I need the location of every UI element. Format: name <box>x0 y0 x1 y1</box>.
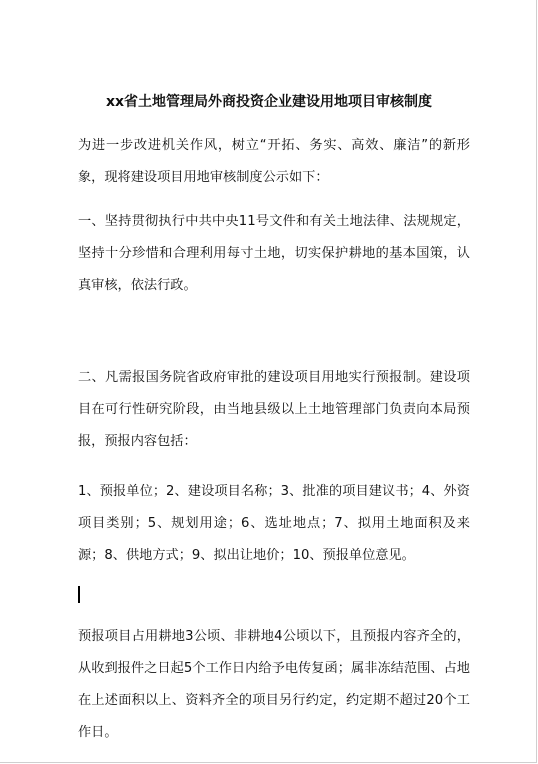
document-body <box>78 92 470 749</box>
report-items-paragraph: 1、预报单位；2、建设项目名称；3、批准的项目建议书；4、外资项目类别；5、规划用途；6、选址地点；7、拟用土地面积及来源；8、供地方式；9、拟出让地价；10、预报单位意见。 <box>78 484 470 563</box>
intro-paragraph: 为进一步改进机关作风，树立“开拓、务实、高效、廉洁”的新形象，现将建设项目用地审核制度公示如下： <box>78 138 470 185</box>
section-two-paragraph: 二、凡需报国务院省政府审批的建设项目用地实行预报制。建设项目在可行性研究阶段，由当地县级以上土地管理部门负责向本局预报，预报内容包括： <box>78 370 470 449</box>
section-one-paragraph: 一、坚持贯彻执行中共中央11号文件和有关土地法律、法规规定，坚持十分珍惜和合理利用每寸土地，切实保护耕地的基本国策，认真审核，依法行政。 <box>78 214 470 293</box>
approval-timeline-paragraph: 预报项目占用耕地3公顷、非耕地4公顷以下，且预报内容齐全的，从收到报件之日起5个工作日内给予电传复函；属非冻结范围、占地在上述面积以上、资料齐全的项目另行约定，约定期不超过20个工作日。 <box>78 629 470 740</box>
text-cursor <box>78 586 80 603</box>
document-title: xx省土地管理局外商投资企业建设用地项目审核制度 <box>106 94 433 110</box>
